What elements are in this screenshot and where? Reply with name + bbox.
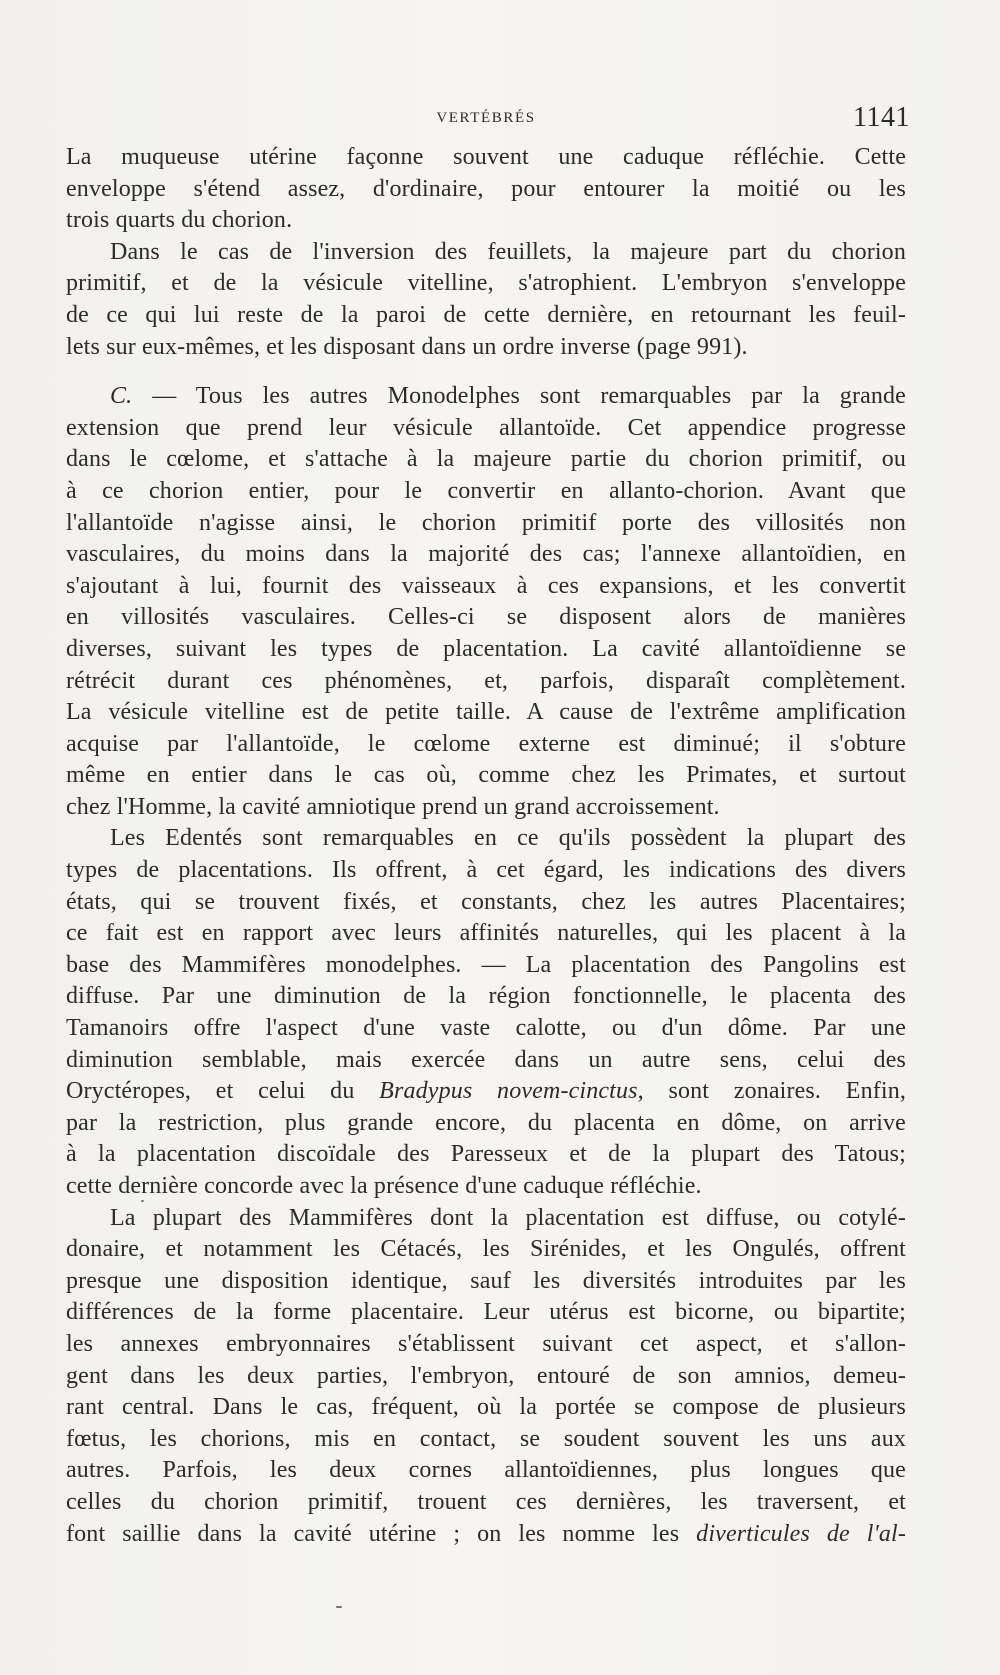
section-letter: C.	[110, 383, 133, 410]
text-line: autres. Parfois, les deux cornes allantoïdiennes, plus longues que	[66, 1457, 906, 1484]
paper-speck	[141, 1200, 144, 1202]
text-line: diminution semblable, mais exercée dans un autre sens, celui des	[66, 1046, 906, 1073]
text-line: s'ajoutant à lui, fournit des vaisseaux à ces expansions, et les convertit	[66, 572, 906, 599]
text-line: diffuse. Par une diminution de la région fonctionnelle, le placenta des	[66, 983, 906, 1010]
running-head	[66, 102, 910, 134]
text-line: cette dernière concorde avec la présence d'une caduque réfléchie.	[66, 1173, 702, 1199]
text-line	[66, 1076, 906, 1108]
text-line: Tamanoirs offre l'aspect d'une vaste calotte, ou d'un dôme. Par une	[66, 1015, 906, 1042]
text-line: par la restriction, plus grande encore, du placenta en dôme, on arrive	[66, 1109, 906, 1136]
text-line: dans le cœlome, et s'attache à la majeure partie du chorion primitif, ou	[66, 446, 906, 473]
text-line: enveloppe s'étend assez, d'ordinaire, pour entourer la moitié ou les	[66, 175, 906, 202]
text-line: rétrécit durant ces phénomènes, et, parfois, disparaît complètement.	[66, 667, 906, 694]
text-line: trois quarts du chorion.	[66, 207, 293, 234]
text-line: les annexes embryonnaires s'établissent suivant cet aspect, et s'allon-	[66, 1330, 906, 1357]
text-line	[66, 1519, 906, 1551]
text-line: base des Mammifères monodelphes. — La placentation des Pangolins est	[66, 951, 906, 978]
page-number: 1141	[853, 102, 910, 133]
text-line: La vésicule vitelline est de petite taille. A cause de l'extrême amplification	[66, 699, 906, 726]
text-line: à la placentation discoïdale des Paresseux et de la plupart des Tatous;	[66, 1141, 906, 1168]
text-line: états, qui se trouvent fixés, et constants, chez les autres Placentaires;	[66, 888, 906, 915]
line-text: — Tous les autres Monodelphes sont remarquables par la grande	[132, 383, 906, 410]
text-line: différences de la forme placentaire. Leur utérus est bicorne, ou bipartite;	[66, 1299, 906, 1326]
paper-speck	[336, 1606, 342, 1608]
line-text: , sont zonaires. Enfin,	[637, 1078, 906, 1105]
running-title: VERTÉBRÉS	[436, 110, 536, 126]
text-line: en villosités vasculaires. Celles-ci se disposent alors de manières	[66, 604, 906, 631]
text-line: l'allantoïde n'agisse ainsi, le chorion primitif porte des villosités non	[66, 509, 906, 536]
text-line: de ce qui lui reste de la paroi de cette dernière, en retournant les feuil-	[66, 301, 906, 328]
text-line: chez l'Homme, la cavité amniotique prend un grand accroissement.	[66, 793, 720, 820]
text-line: rant central. Dans le cas, fréquent, où la portée se compose de plusieurs	[66, 1394, 906, 1421]
text-line: lets sur eux-mêmes, et les disposant dans un ordre inverse (page 991).	[66, 333, 748, 360]
text-line: Les Edentés sont remarquables en ce qu'ils possèdent la plupart des	[110, 825, 906, 852]
line-text: font saillie dans la cavité utérine ; on les nomme les	[66, 1520, 697, 1547]
text-line: celles du chorion primitif, trouent ces dernières, les traversent, et	[66, 1488, 906, 1515]
italic-term: diverticules de l'al-	[696, 1520, 906, 1547]
text-line: presque une disposition identique, sauf les diversités introduites par les	[66, 1267, 906, 1294]
text-line: vasculaires, du moins dans la majorité des cas; l'annexe allantoïdien, en	[66, 541, 906, 568]
text-line: ce fait est en rapport avec leurs affinités naturelles, qui les placent à la	[66, 920, 906, 947]
text-line: primitif, et de la vésicule vitelline, s'atrophient. L'embryon s'enveloppe	[66, 270, 906, 297]
text-line	[66, 381, 906, 413]
text-line: acquise par l'allantoïde, le cœlome externe est diminué; il s'obture	[66, 730, 906, 757]
text-line: donaire, et notamment les Cétacés, les Sirénides, et les Ongulés, offrent	[66, 1236, 906, 1263]
italic-term: Bradypus novem-cinctus	[379, 1078, 638, 1105]
text-line: fœtus, les chorions, mis en contact, se soudent souvent les uns aux	[66, 1425, 906, 1452]
text-line: à ce chorion entier, pour le convertir en allanto-chorion. Avant que	[66, 477, 906, 504]
text-line: types de placentations. Ils offrent, à cet égard, les indications des divers	[66, 857, 906, 884]
text-line: même en entier dans le cas où, comme chez les Primates, et surtout	[66, 762, 906, 789]
text-line: Dans le cas de l'inversion des feuillets, la majeure part du chorion	[110, 238, 906, 265]
line-text: Oryctéropes, et celui du	[66, 1078, 380, 1105]
body-text	[66, 142, 906, 1550]
text-line: La muqueuse utérine façonne souvent une caduque réfléchie. Cette	[66, 144, 906, 170]
text-line: La plupart des Mammifères dont la placentation est diffuse, ou cotylé-	[110, 1204, 906, 1231]
text-line: extension que prend leur vésicule allantoïde. Cet appendice progresse	[66, 414, 906, 441]
text-line: diverses, suivant les types de placentation. La cavité allantoïdienne se	[66, 635, 906, 662]
text-line: gent dans les deux parties, l'embryon, entouré de son amnios, demeu-	[66, 1362, 906, 1389]
section-gap	[66, 363, 906, 381]
